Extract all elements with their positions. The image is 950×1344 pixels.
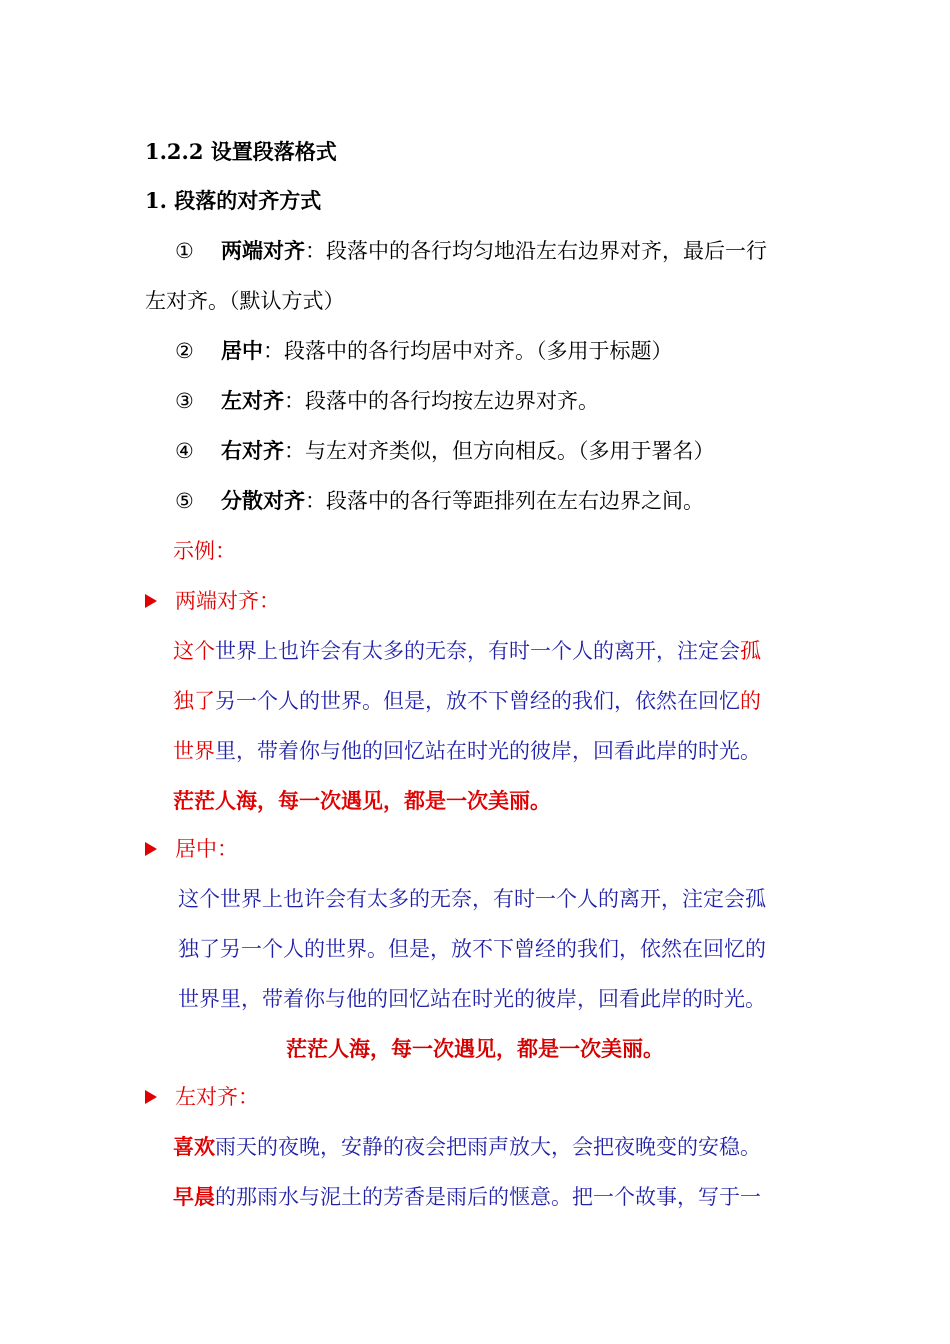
item-number: ③ [175,389,194,413]
item-number: ⑤ [175,489,194,513]
list-item [175,486,704,516]
justify-line: 独了另一个人的世界。但是，放不下曾经的我们，依然在回忆的 [173,689,761,713]
list-item [175,436,715,466]
left-line: 早晨的那雨水与泥土的芳香是雨后的惬意。把一个故事，写于一 [173,1184,761,1209]
arrow-bullet-icon [145,842,157,856]
item-term: 左对齐 [221,388,284,413]
item-desc: ：段落中的各行等距排列在左右边界之间。 [305,489,704,513]
item-desc: ：段落中的各行均匀地沿左右边界对齐，最后一行 [305,239,767,263]
section-heading: 1.2.2 设置段落格式 [145,139,337,164]
item-desc: ：段落中的各行均按左边界对齐。 [284,389,599,413]
item-term: 分散对齐 [221,488,305,513]
list-item [175,336,673,366]
arrow-bullet-icon [145,594,157,608]
item-desc: ：段落中的各行均居中对齐。（多用于标题） [263,339,673,363]
item-desc: ：与左对齐类似，但方向相反。（多用于署名） [284,439,715,463]
example-heading-center: 居中： [145,834,238,864]
subsection-title: 1. 段落的对齐方式 [145,188,322,213]
item-number: ② [175,339,194,363]
list-item [175,236,767,266]
item-number: ④ [175,439,194,463]
justify-line: 这个世界上也许会有太多的无奈，有时一个人的离开，注定会孤 [173,639,761,663]
left-line: 喜欢雨天的夜晚，安静的夜会把雨声放大，会把夜晚变的安稳。 [173,1134,761,1159]
list-item [175,386,599,416]
justify-line: 世界里，带着你与他的回忆站在时光的彼岸，回看此岸的时光。 [173,739,761,763]
list-item-continuation: 左对齐。（默认方式） [145,289,345,313]
item-term: 右对齐 [221,438,284,463]
example-label: 示例： [173,539,236,563]
example-heading-justify: 两端对齐： [145,586,280,616]
center-line: 世界里，带着你与他的回忆站在时光的彼岸，回看此岸的时光。 [178,987,766,1011]
example-heading-left: 左对齐： [145,1082,259,1112]
center-motto: 茫茫人海，每一次遇见，都是一次美丽。 [286,1036,664,1061]
arrow-bullet-icon [145,1090,157,1104]
item-term: 居中 [221,338,263,363]
justify-motto: 茫茫人海，每一次遇见，都是一次美丽。 [173,788,551,813]
item-number: ① [175,239,194,263]
center-line: 独了另一个人的世界。但是，放不下曾经的我们，依然在回忆的 [178,937,766,961]
center-line: 这个世界上也许会有太多的无奈，有时一个人的离开，注定会孤 [178,887,766,911]
item-term: 两端对齐 [221,238,305,263]
